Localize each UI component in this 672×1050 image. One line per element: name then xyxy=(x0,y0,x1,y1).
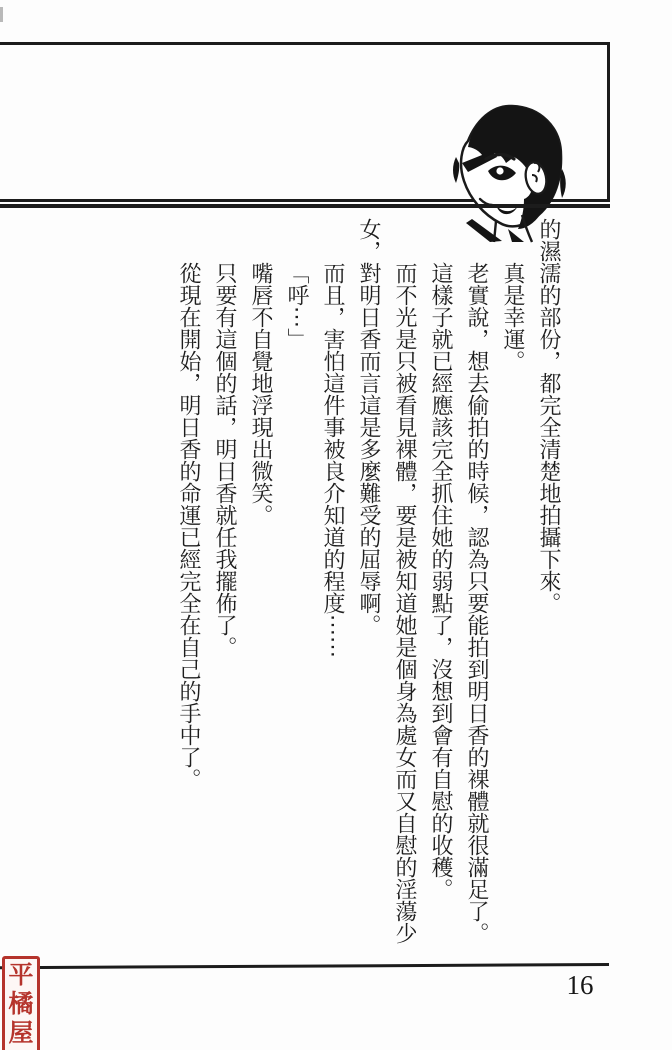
header-panel xyxy=(0,42,610,202)
paragraph: 從現在開始，明日香的命運已經完全在自己的手中了。 xyxy=(177,262,202,790)
seal-character: 屋 xyxy=(8,1020,34,1047)
paragraph: 而不光是只被看見裸體，要是被知道她是個身為處女而又自慰的淫蕩少女，對明日香而言這是多麼難受的屈辱啊。 xyxy=(357,218,418,944)
page-number: 16 xyxy=(566,970,594,1000)
seal-character: 橘 xyxy=(8,991,34,1018)
footer-rule xyxy=(0,963,609,969)
paragraph: 這樣子就已經應該完全抓住她的弱點了，沒想到會有自慰的收穫。 xyxy=(429,262,454,900)
publisher-seal xyxy=(2,956,40,1050)
paragraph: 真是幸運。 xyxy=(501,262,526,372)
header-panel-underline xyxy=(0,204,610,208)
paragraph: 的濕濡的部份，都完全清楚地拍攝下來。 xyxy=(537,218,562,614)
paragraph: 只要有這個的話，明日香就任我擺佈了。 xyxy=(213,262,238,658)
scan-artifact xyxy=(0,7,3,22)
body-text xyxy=(171,218,567,948)
paragraph: 嘴唇不自覺地浮現出微笑。 xyxy=(249,262,274,526)
paragraph: 老實說，想去偷拍的時候，認為只要能拍到明日香的裸體就很滿足了。 xyxy=(465,262,490,944)
seal-character: 平 xyxy=(8,962,34,989)
paragraph: 「呼⋯」 xyxy=(285,262,310,350)
paragraph: 而且，害怕這件事被良介知道的程度⋯⋯ xyxy=(321,262,346,658)
